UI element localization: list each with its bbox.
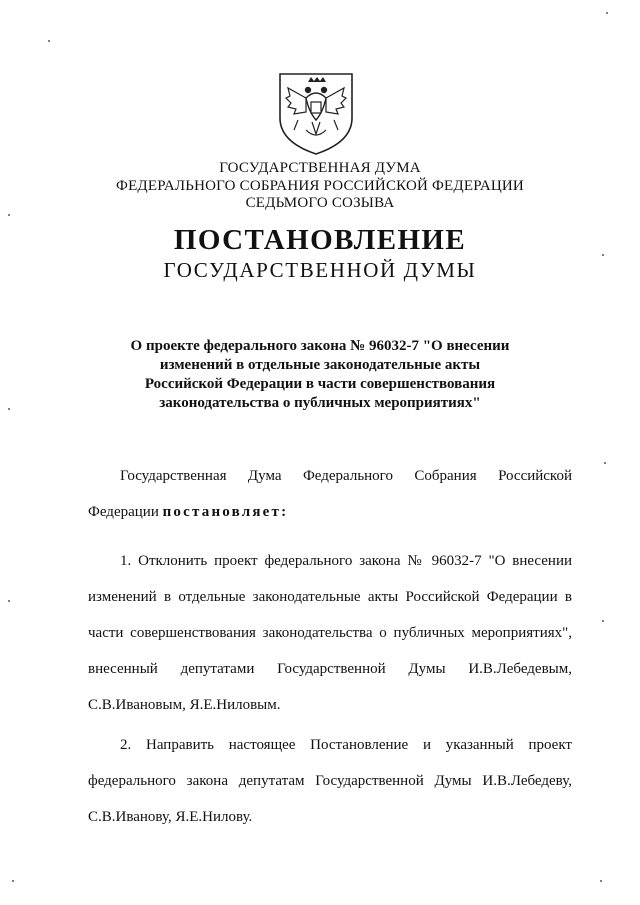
scan-speck xyxy=(600,880,602,882)
scan-speck xyxy=(48,40,50,42)
resolution-subject: О проекте федерального закона № 96032-7 "О внесении изменений в отдельные законодательные акты Российской Федерации в части совершенствования законодательства о публичных мероприятиях" xyxy=(130,338,510,411)
scan-speck xyxy=(8,214,10,216)
intro-emphasis: постановляет: xyxy=(162,504,289,520)
scan-speck xyxy=(606,12,608,14)
header-line-3: СЕДЬМОГО СОЗЫВА xyxy=(245,195,395,211)
scan-speck xyxy=(602,620,604,622)
header-line-1: ГОСУДАРСТВЕННАЯ ДУМА xyxy=(219,160,421,176)
russian-coat-of-arms-icon xyxy=(276,70,356,156)
organization-header xyxy=(0,160,640,213)
intro-text: Государственная Дума Федерального Собрания Российской Федерации xyxy=(88,468,572,520)
scan-speck xyxy=(12,880,14,882)
item-2-paragraph: 2. Направить настоящее Постановление и указанный проект федерального закона депутатам Государственной Думы И.В.Лебедеву, С.В.Иванову, Я.Е.Нилову. xyxy=(88,737,572,825)
document-subtitle: ГОСУДАРСТВЕННОЙ ДУМЫ xyxy=(163,258,477,282)
item-1-paragraph: 1. Отклонить проект федерального закона № 96032-7 "О внесении изменений в отдельные законодательные акты Российской Федерации в части совершенствования законодательства о публичных мероприятиях", внесенный депутатами Государственной Думы И.В.Лебедевым, С.В.Ивановым, Я.Е.Ниловым. xyxy=(88,553,572,713)
intro-paragraph xyxy=(88,458,572,530)
document-title: ПОСТАНОВЛЕНИЕ xyxy=(173,224,467,256)
scan-speck xyxy=(604,462,606,464)
header-line-2: ФЕДЕРАЛЬНОГО СОБРАНИЯ РОССИЙСКОЙ ФЕДЕРАЦИИ xyxy=(116,177,524,194)
scan-speck xyxy=(8,408,10,410)
scan-speck xyxy=(8,600,10,602)
scan-speck xyxy=(602,254,604,256)
